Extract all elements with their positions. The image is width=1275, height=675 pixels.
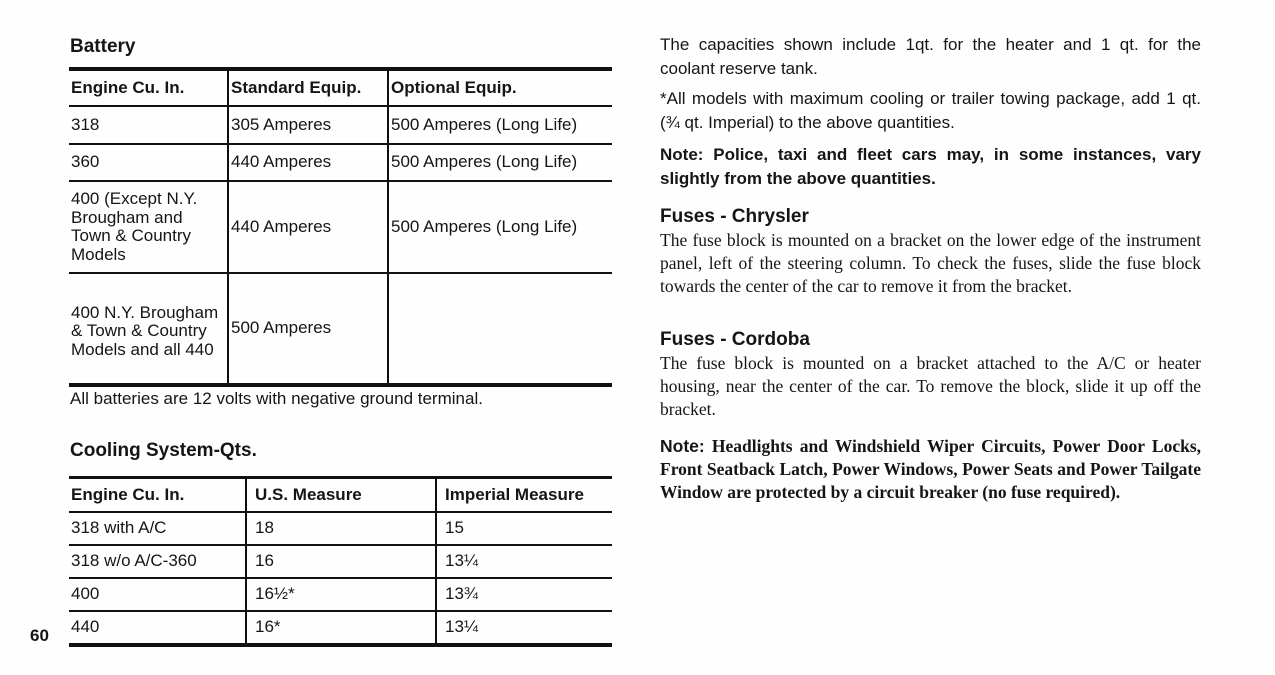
engine-cell: 440 bbox=[71, 617, 100, 637]
table-row bbox=[69, 106, 612, 144]
engine-cell: 318 bbox=[69, 106, 228, 144]
engine-cell: 400 (Except N.Y. Brougham and Town & Country Models bbox=[69, 181, 228, 273]
capacities-paragraph: The capacities shown include 1qt. for the heater and 1 qt. for the coolant reserve tank. bbox=[660, 35, 1201, 78]
engine-cell: 318 with A/C bbox=[69, 512, 246, 545]
note-text: Headlights and Windshield Wiper Circuits, Power Door Locks, Front Seatback Latch, Power Windows, Power Seats and Power Tailgate Window are protected by a circuit breaker (no fuse required). bbox=[660, 436, 1202, 502]
standard-cell: 500 Amperes bbox=[228, 273, 388, 385]
optional-cell: 500 Amperes (Long Life) bbox=[388, 106, 612, 144]
asterisk-note-paragraph: *All models with maximum cooling or trailer towing package, add 1 qt. (¾ qt. Imperial) to the above quantities. bbox=[660, 89, 1201, 132]
page-number: 60 bbox=[30, 626, 49, 645]
column-header: Optional Equip. bbox=[388, 69, 612, 106]
capacities-text bbox=[660, 33, 1201, 80]
battery-footnote: All batteries are 12 volts with negative ground terminal. bbox=[70, 389, 483, 408]
fuses-chrysler-body bbox=[660, 229, 1201, 298]
column-header: U.S. Measure bbox=[246, 478, 436, 513]
standard-cell: 440 Amperes bbox=[228, 181, 388, 273]
imperial-cell: 13¼ bbox=[436, 545, 612, 578]
column-header: Standard Equip. bbox=[228, 69, 388, 106]
table-row bbox=[69, 578, 612, 611]
us-cell: 16 bbox=[246, 545, 436, 578]
imperial-cell: 13¼ bbox=[436, 611, 612, 645]
fuses-cordoba-title: Fuses - Cordoba bbox=[660, 329, 810, 350]
cooling-title: Cooling System-Qts. bbox=[70, 440, 257, 461]
battery-title: Battery bbox=[70, 36, 136, 57]
cooling-table bbox=[69, 476, 612, 647]
imperial-cell: 15 bbox=[436, 512, 612, 545]
us-cell: 16* bbox=[246, 611, 436, 645]
table-row bbox=[69, 273, 612, 385]
us-cell: 16½* bbox=[246, 578, 436, 611]
note-label: Note: bbox=[660, 436, 705, 456]
us-cell: 18 bbox=[246, 512, 436, 545]
table-row bbox=[69, 545, 612, 578]
battery-table bbox=[69, 67, 612, 387]
asterisk-note bbox=[660, 87, 1201, 134]
table-header-row bbox=[69, 69, 612, 106]
optional-cell bbox=[388, 273, 612, 385]
engine-cell: 360 bbox=[69, 144, 228, 181]
circuit-breaker-note bbox=[660, 435, 1201, 504]
column-header: Engine Cu. In. bbox=[69, 478, 246, 513]
table-row bbox=[69, 181, 612, 273]
fuses-cordoba-paragraph: The fuse block is mounted on a bracket attached to the A/C or heater housing, near the center of the car. To remove the block, slide it up off the bracket. bbox=[660, 353, 1201, 419]
police-note bbox=[660, 143, 1201, 190]
table-row bbox=[69, 144, 612, 181]
column-header: Engine Cu. In. bbox=[69, 69, 228, 106]
optional-cell: 500 Amperes (Long Life) bbox=[388, 181, 612, 273]
fuses-chrysler-paragraph: The fuse block is mounted on a bracket on the lower edge of the instrument panel, left of the steering column. To check the fuses, slide the fuse block towards the center of the car to remove it from the bracket. bbox=[660, 230, 1201, 296]
optional-cell: 500 Amperes (Long Life) bbox=[388, 144, 612, 181]
engine-cell: 400 N.Y. Brougham & Town & Country Models and all 440 bbox=[71, 302, 219, 359]
table-header-row bbox=[69, 478, 612, 513]
standard-cell: 305 Amperes bbox=[228, 106, 388, 144]
engine-cell: 318 w/o A/C-360 bbox=[69, 545, 246, 578]
fuses-chrysler-title: Fuses - Chrysler bbox=[660, 206, 809, 227]
engine-cell: 400 bbox=[69, 578, 246, 611]
imperial-cell: 13¾ bbox=[436, 578, 612, 611]
police-note-paragraph: Note: Police, taxi and fleet cars may, in some instances, vary slightly from the above quantities. bbox=[660, 145, 1201, 188]
standard-cell: 440 Amperes bbox=[228, 144, 388, 181]
column-header: Imperial Measure bbox=[436, 478, 612, 513]
table-row bbox=[69, 611, 612, 645]
table-row bbox=[69, 512, 612, 545]
fuses-cordoba-body bbox=[660, 352, 1201, 421]
